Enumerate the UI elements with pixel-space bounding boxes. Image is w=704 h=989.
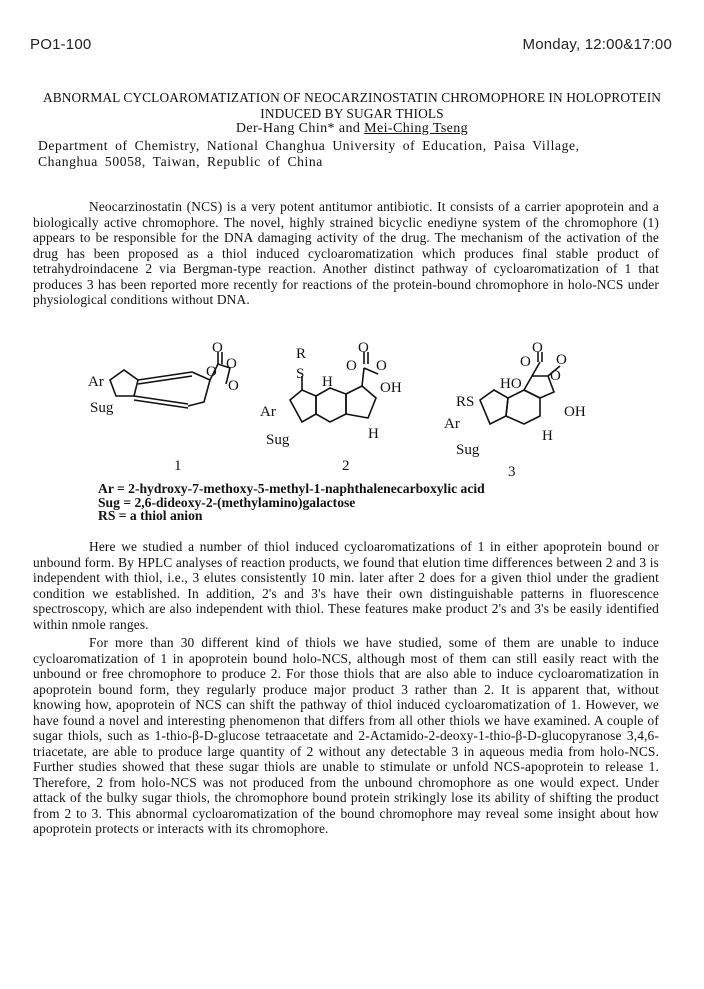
c2-sug-label: Sug xyxy=(266,432,290,448)
c2-s-label: S xyxy=(296,366,305,382)
compound-1-number: 1 xyxy=(174,458,182,474)
session-time: Monday, 12:00&17:00 xyxy=(522,36,672,53)
compound-2-structure xyxy=(290,352,378,422)
c3-o3-label: O xyxy=(556,352,567,368)
c2-ar-label: Ar xyxy=(260,404,276,420)
c2-o2-label: O xyxy=(346,358,357,374)
chemical-structures-figure xyxy=(80,340,640,490)
paper-title: ABNORMAL CYCLOAROMATIZATION OF NEOCARZINOSTATIN CHROMOPHORE IN HOLOPROTEIN INDUCED BY SUGAR THIOLS xyxy=(42,90,662,121)
affiliation: Department of Chemistry, National Changhua University of Education, Paisa Village, Changhua 50058, Taiwan, Republic of China xyxy=(38,138,580,169)
compound-1-structure xyxy=(110,352,230,408)
c2-oh-label: OH xyxy=(380,380,402,396)
c3-ar-label: Ar xyxy=(444,416,460,432)
c3-o2-label: O xyxy=(520,354,531,370)
author-connector: and xyxy=(338,121,361,136)
paragraph-intro: Neocarzinostatin (NCS) is a very potent antitumor antibiotic. It consists of a carrier apoprotein and a biologically active chromophore. The novel, highly strained bicyclic enediyne system of the chromophore (1) appears to be responsible for the DNA damaging activity of the drug. The mechanism of the activation of the drug has been proposed as a thiol induced cycloaromatization which produces final stable product of tetrahydroindacene 2 via Bergman-type reaction. Another distinct pathway of cycloaromatization of 1 that produces 3 has been reported more recently for reactions of the protein-bound chromophore in holo-NCS under physiological conditions without DNA. xyxy=(33,199,659,307)
c1-o1-label: O xyxy=(212,340,223,356)
c3-o1-label: O xyxy=(532,340,543,356)
authors xyxy=(0,121,704,137)
c2-r-label: R xyxy=(296,346,307,362)
legend-sug: Sug = 2,6-dideoxy-2-(methylamino)galactose xyxy=(98,494,356,510)
c1-sug-label: Sug xyxy=(90,400,114,416)
paragraph-results: For more than 30 different kind of thiols we have studied, some of them are unable to induce cycloaromatization of 1 in apoprotein bound holo-NCS, although most of them can still easily react with the unbound or free chromophore to produce 2. For those thiols that are also able to induce cycloaromatization in apoprotein bound form, they regularly produce major product 3 rather than 2. It is apparent that, without knowing how, apoprotein of NCS can shift the pathway of thiol induced cycloaromatization of 1. However, we have found a novel and interesting phenomenon that differs from all other thiols we have examined. A couple of sugar thiols, such as 1-thio-β-D-glucose tetraacetate and 2-Actamido-2-deoxy-1-thio-β-D-glucopyranose 3,4,6-triacetate, are able to produce large quantity of 2 without any detectable 3 in aqueous media from holo-NCS. Further studies showed that these sugar thiols are unable to stimulate or unfold NCS-apoprotein to release 1. Therefore, 2 from holo-NCS was not produced from the unbound chromophore as one would expect. Under attack of the bulky sugar thiols, the chromophore bound protein strikingly lose its ability of shifting the product from 2 to 3. This abnormal cycloaromatization of the bound chromophore may reveal some insight about how apoprotein protects or interacts with its chromophore. xyxy=(33,635,659,836)
c3-rs-label: RS xyxy=(456,394,475,410)
c1-ar-label: Ar xyxy=(88,374,104,390)
c3-h-label: H xyxy=(542,428,553,444)
c2-o3-label: O xyxy=(376,358,387,374)
legend-rs: RS = a thiol anion xyxy=(98,508,203,524)
c2-h2-label: H xyxy=(368,426,379,442)
c3-o4-label: O xyxy=(550,368,561,384)
c1-o2-label: O xyxy=(206,364,217,380)
c2-o1-label: O xyxy=(358,340,369,356)
c2-h1-label: H xyxy=(322,374,333,390)
figure-legend xyxy=(98,482,485,523)
c1-o3-label: O xyxy=(226,356,237,372)
c3-oh-label: OH xyxy=(564,404,586,420)
abstract-code: PO1-100 xyxy=(30,36,92,53)
legend-ar: Ar = 2-hydroxy-7-methoxy-5-methyl-1-naphthalenecarboxylic acid xyxy=(98,481,485,496)
c3-ho-label: HO xyxy=(500,376,522,392)
author-2: Mei-Ching Tseng xyxy=(364,121,469,136)
c1-o4-label: O xyxy=(228,378,239,394)
author-1: Der-Hang Chin* xyxy=(235,121,335,136)
compound-2-number: 2 xyxy=(342,458,350,474)
c3-sug-label: Sug xyxy=(456,442,480,458)
compound-3-number: 3 xyxy=(508,464,516,480)
paragraph-methods: Here we studied a number of thiol induced cycloaromatizations of 1 in either apoprotein bound or unbound form. By HPLC analyses of reaction products, we found that elution time differences between 2 and 3 is independent with thiol, i.e., 3 elutes consistently 10 min. later after 2 does for a given thiol under the gradient condition we established. In addition, 2's and 3's have their own distinguishable patterns in fluorescence spectroscopy, which are also independent with thiol. These features make product 2's and 3's be easily identified within nmole ranges. xyxy=(33,539,659,632)
